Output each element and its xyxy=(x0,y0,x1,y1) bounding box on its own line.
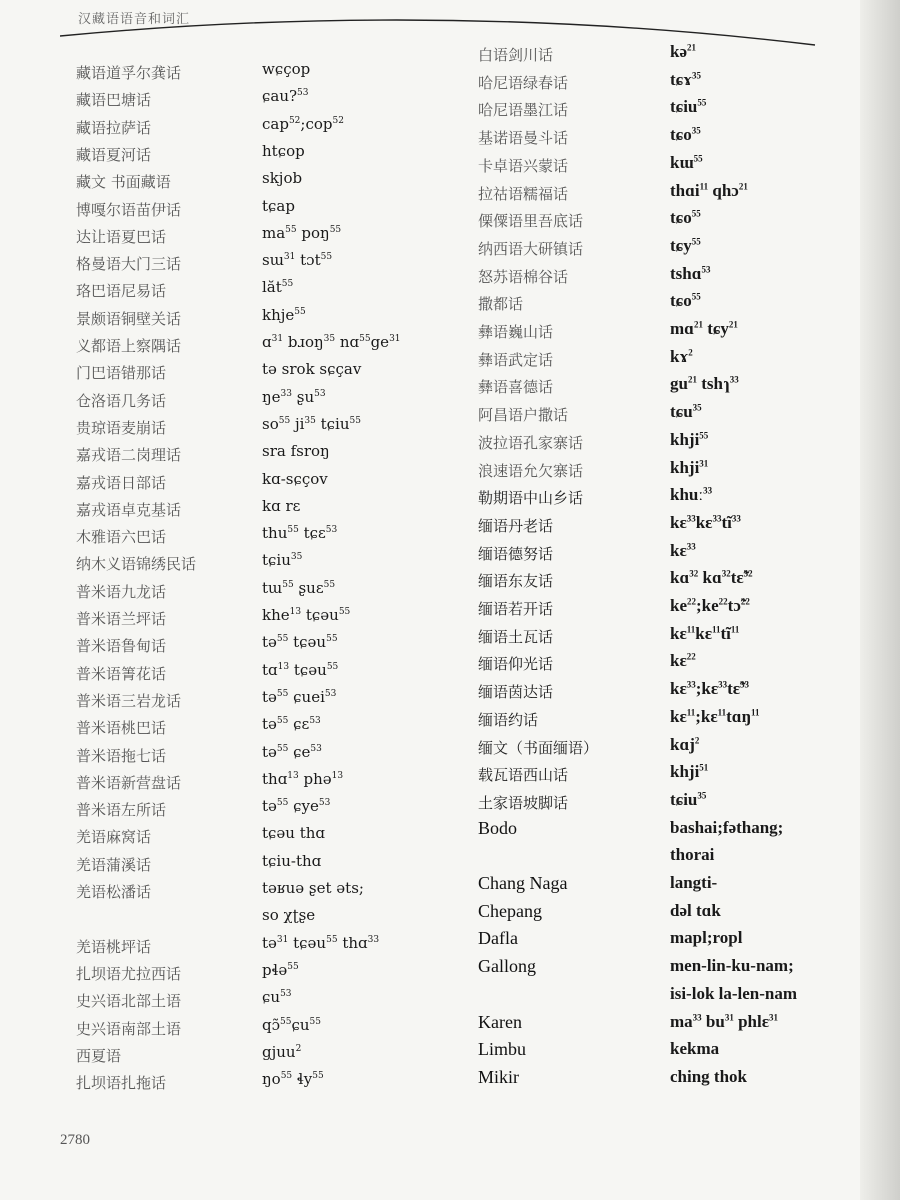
left-word-form: so χʈʂe xyxy=(262,906,316,925)
left-word-form: sra fsroŋ xyxy=(262,442,330,461)
running-head: 汉藏语语音和词汇 xyxy=(78,12,191,27)
left-language-label: 普米语左所话 xyxy=(76,801,167,820)
right-word-form: tshɑ$^{53}$ xyxy=(670,263,711,283)
right-word-form: khji$^{55}$ xyxy=(670,429,709,449)
right-word-form: kə$^{21}$ xyxy=(670,42,696,61)
right-language-label: Mikir xyxy=(478,1066,520,1087)
right-language-label: 白语剑川话 xyxy=(478,46,554,64)
right-language-label: 缅语土瓦话 xyxy=(478,627,554,646)
left-language-label: 普米语箐花话 xyxy=(76,664,167,683)
left-word-form: tə$^{55}$ tɕəu$^{55}$ xyxy=(262,633,338,652)
left-word-form: tə$^{55}$ ɕe$^{53}$ xyxy=(262,742,322,761)
left-language-label: 藏文 书面藏语 xyxy=(76,173,171,192)
left-language-label: 普米语三岩龙话 xyxy=(76,691,182,710)
left-language-label: 藏语巴塘话 xyxy=(76,91,152,110)
right-word-form: tɕu$^{35}$ xyxy=(670,402,702,422)
right-word-form: tɕo$^{55}$ xyxy=(670,208,701,228)
right-language-label: 纳西语大研镇话 xyxy=(478,239,584,258)
left-word-form: tɕap xyxy=(262,196,295,215)
right-word-form: mɑ$^{21}$ tɕy$^{21}$ xyxy=(670,319,738,338)
right-language-label: 土家语坡脚话 xyxy=(478,793,569,812)
left-language-label: 羌语桃坪话 xyxy=(76,937,152,956)
right-language-label: Chepang xyxy=(478,900,542,921)
right-language-label: 彝语巍山话 xyxy=(478,323,554,341)
right-word-form: tɕɤ$^{35}$ xyxy=(670,69,702,89)
right-language-label: Dafla xyxy=(478,928,518,949)
left-word-form: tə$^{55}$ ɕye$^{53}$ xyxy=(262,797,331,816)
left-word-form: tɯ$^{55}$ ʂuɛ$^{55}$ xyxy=(262,578,336,597)
left-word-form: gjuu$^2$ xyxy=(262,1042,302,1061)
right-language-label: Karen xyxy=(478,1011,522,1032)
left-language-label: 扎坝语尤拉西话 xyxy=(76,964,182,983)
left-language-label: 木雅语六巴话 xyxy=(76,528,167,547)
left-word-form: $ma^{55}$ poŋ$^{55}$ xyxy=(262,223,342,242)
right-word-form: khji$^{51}$ xyxy=(670,762,709,782)
left-word-form: $ŋo^{55}$ ɬy$^{55}$ xyxy=(262,1070,324,1089)
left-language-label: 羌语蒲溪话 xyxy=(76,855,152,874)
right-language-label: 彝语武定话 xyxy=(478,350,554,369)
left-language-label: 藏语道孚尔龚话 xyxy=(76,64,182,82)
right-language-label: 彝语喜德话 xyxy=(478,378,554,397)
left-language-label: 史兴语南部土语 xyxy=(76,1019,182,1038)
left-word-form: $so^{55}$ $ji^{35}$ tɕiu$^{55}$ xyxy=(262,414,361,433)
right-word-form: $ke^{22};ke^{22}tɔ̃^{22}$ xyxy=(670,596,750,615)
left-language-label: 普米语新营盘话 xyxy=(76,773,182,792)
left-language-label: 博嘎尔语苗伊话 xyxy=(76,200,182,219)
right-word-form: $kɛ^{11}kɛ^{11}tĩ^{11}$ xyxy=(670,623,740,643)
left-word-form: kɑ-sɕçov xyxy=(262,469,328,488)
left-language-label: 嘉戎语日部话 xyxy=(76,473,167,492)
left-word-form: təʁuə ʂet əts; xyxy=(262,879,364,897)
right-language-label: 波拉语孔家寨话 xyxy=(478,433,584,452)
page-number: 2780 xyxy=(60,1132,90,1148)
right-word-form: kɑ$^{32}$ kɑ$^{32}$tɛ̃$^{32}$ xyxy=(670,568,753,588)
right-word-form: $gu^{21}$ tshɿ$^{33}$ xyxy=(670,374,739,394)
left-word-form: ɑ$^{31}$ bɹoŋ$^{35}$ $nɑ^{55}ge^{31}$ xyxy=(262,333,401,351)
right-language-label: 基诺语曼斗话 xyxy=(478,129,569,148)
right-word-form: kɯ$^{55}$ xyxy=(670,152,703,172)
left-word-form: ɕu$^{53}$ xyxy=(262,988,292,1007)
right-language-label: Bodo xyxy=(478,817,518,838)
right-word-form: $kɛ^{33}kɛ^{33}tĩ^{33}$ xyxy=(670,512,741,532)
left-word-form: htɕop xyxy=(262,141,305,160)
right-word-form: khuː$^{33}$ xyxy=(670,485,713,505)
right-word-form: kekma xyxy=(670,1039,720,1059)
right-language-label: Chang Naga xyxy=(478,873,568,893)
left-word-form: tɕiu$^{35}$ xyxy=(262,551,303,570)
left-language-label: 普米语鲁甸话 xyxy=(76,637,167,656)
right-language-label: 缅语仰光话 xyxy=(478,655,554,674)
right-word-form: thorai xyxy=(670,845,715,865)
right-language-label: 阿昌语户撒话 xyxy=(478,406,569,425)
left-language-label: 普米语桃巴话 xyxy=(76,719,167,738)
right-word-form: kɤ$^2$ xyxy=(670,346,693,366)
left-language-label: 史兴语北部土语 xyxy=(76,992,182,1011)
left-language-label: 仓洛语几务话 xyxy=(76,391,167,410)
left-word-form: lăt$^{55}$ xyxy=(262,278,294,297)
right-word-form: men-lin-ku-nam; xyxy=(670,956,794,976)
right-word-form: dəl tɑk xyxy=(670,900,721,920)
right-word-form: khji$^{31}$ xyxy=(670,457,709,477)
right-word-form: kɛ$^{11}$;kɛ$^{11}$tɑŋ$^{11}$ xyxy=(670,706,760,726)
right-language-label: 勒期语中山乡话 xyxy=(478,489,584,508)
right-word-form: kɛ$^{22}$ xyxy=(670,651,696,671)
right-language-label: 卡卓语兴蒙话 xyxy=(478,156,569,175)
right-language-label: 怒苏语棉谷话 xyxy=(478,267,569,286)
right-word-form: langti- xyxy=(670,873,718,892)
left-language-label: 藏语夏河话 xyxy=(76,145,152,164)
right-language-label: 傈僳语里吾底话 xyxy=(478,212,584,231)
right-language-label: 缅语约话 xyxy=(478,710,539,729)
left-word-form: kɑ rɛ xyxy=(262,496,301,515)
right-language-label: 载瓦语西山话 xyxy=(478,766,569,785)
left-language-label: 达让语夏巴话 xyxy=(76,227,167,246)
left-language-label: 门巴语错那话 xyxy=(76,364,167,383)
right-language-label: 哈尼语墨江话 xyxy=(478,101,569,120)
left-word-form: skjob xyxy=(262,169,303,188)
left-language-label: 嘉戎语卓克基话 xyxy=(76,500,182,519)
page-edge-shadow xyxy=(860,0,900,1200)
left-language-label: 扎坝语扎拖话 xyxy=(76,1074,167,1093)
right-language-label: 缅文（书面缅语） xyxy=(478,738,599,757)
right-language-label: 缅语丹老话 xyxy=(478,516,554,535)
right-word-form: tɕiu$^{55}$ xyxy=(670,97,707,117)
right-language-label: 哈尼语绿春话 xyxy=(478,73,569,92)
left-word-form: tə$^{55}$ ɕɛ$^{53}$ xyxy=(262,715,321,734)
right-language-label: Gallong xyxy=(478,956,536,977)
left-word-form: sɯ$^{31}$ tɔt$^{55}$ xyxy=(262,251,333,270)
left-language-label: 藏语拉萨话 xyxy=(76,118,152,137)
left-word-form: thɑ$^{13}$ phə$^{13}$ xyxy=(262,769,344,788)
left-language-label: 嘉戎语二岗理话 xyxy=(76,446,182,465)
right-word-form: bashai;fəthang; xyxy=(670,817,784,837)
right-word-form: tɕy$^{55}$ xyxy=(670,235,701,255)
right-language-label: 缅语东友话 xyxy=(478,572,554,591)
left-word-form: tə$^{55}$ ɕuei$^{53}$ xyxy=(262,687,337,706)
right-word-form: isi-lok la-len-nam xyxy=(670,983,798,1003)
right-language-label: Limbu xyxy=(478,1039,526,1060)
right-word-form: tɕo$^{35}$ xyxy=(670,125,701,145)
left-language-label: 普米语拖七话 xyxy=(76,746,167,765)
left-word-form: $ŋe^{33}$ ʂu$^{53}$ xyxy=(262,387,326,406)
right-language-label: 缅语德努话 xyxy=(478,544,554,563)
left-language-label: 羌语麻窝话 xyxy=(76,828,152,847)
left-word-form: ɕau?$^{53}$ xyxy=(262,87,309,106)
left-language-label: 羌语松潘话 xyxy=(76,883,152,901)
right-word-form: mapl;ropl xyxy=(670,928,743,948)
right-language-label: 浪速语允欠寨话 xyxy=(478,461,584,480)
right-word-form: thɑi$^{11}$ qhɔ$^{21}$ xyxy=(670,180,748,200)
right-word-form: kɑj$^2$ xyxy=(670,734,700,754)
right-language-label: 拉祜语糯福话 xyxy=(478,184,569,203)
left-word-form: qɔ̃$^{55}$ɕu$^{55}$ xyxy=(262,1015,321,1034)
left-language-label: 景颇语铜壁关话 xyxy=(76,309,182,328)
right-word-form: tɕiu$^{35}$ xyxy=(670,789,707,809)
right-word-form: ching thok xyxy=(670,1066,747,1086)
left-word-form: tə$^{31}$ tɕəu$^{55}$ thɑ$^{33}$ xyxy=(262,933,380,952)
left-language-label: 纳木义语锦绣民话 xyxy=(76,555,197,574)
left-word-form: tɕəu thɑ xyxy=(262,824,326,843)
right-word-form: $ma^{33}$ $bu^{31}$ phlɛ$^{31}$ xyxy=(670,1011,778,1031)
left-language-label: 西夏语 xyxy=(76,1046,122,1065)
right-word-form: tɕo$^{55}$ xyxy=(670,291,701,311)
left-language-label: 普米语九龙话 xyxy=(76,582,167,601)
left-word-form: pɬə$^{55}$ xyxy=(262,960,299,979)
left-language-label: 格曼语大门三话 xyxy=(76,255,182,274)
left-word-form: tɕiu-thɑ xyxy=(262,851,322,870)
left-language-label: 贵琼语麦崩话 xyxy=(76,418,167,437)
left-word-form: tə srok sɕçav xyxy=(262,360,362,379)
right-language-label: 撒都话 xyxy=(478,295,524,314)
left-word-form: tɑ$^{13}$ tɕəu$^{55}$ xyxy=(262,660,339,679)
left-language-label: 义都语上察隅话 xyxy=(76,337,182,355)
left-word-form: khje$^{55}$ xyxy=(262,305,306,324)
left-word-form: thu$^{55}$ tɕɛ$^{53}$ xyxy=(262,524,338,543)
right-word-form: kɛ$^{33}$ xyxy=(670,540,696,560)
right-language-label: 缅语若开话 xyxy=(478,600,554,618)
left-language-label: 珞巴语尼易话 xyxy=(76,282,167,301)
left-word-form: cap$^{52}$;cop$^{52}$ xyxy=(262,114,344,133)
left-word-form: khe$^{13}$ tɕəu$^{55}$ xyxy=(262,606,351,624)
left-language-label: 普米语兰坪话 xyxy=(76,610,167,628)
right-word-form: kɛ$^{33}$;kɛ$^{33}$tɛ̃$^{33}$ xyxy=(670,679,750,699)
left-word-form: wɕçop xyxy=(262,60,311,78)
right-language-label: 缅语茵达话 xyxy=(478,683,554,702)
